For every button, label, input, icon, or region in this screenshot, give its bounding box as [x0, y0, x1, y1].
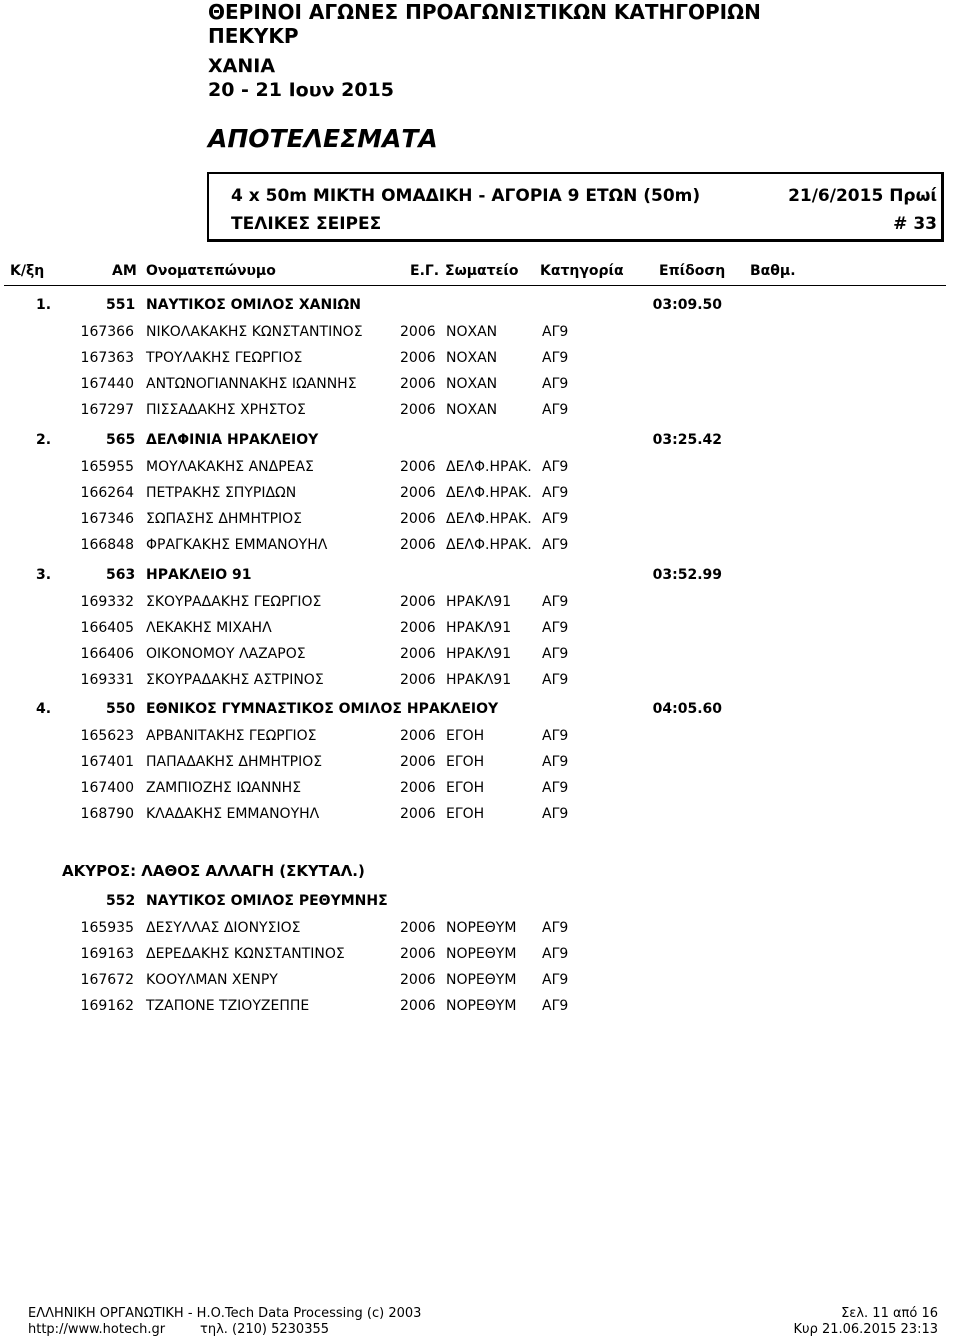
swimmer-am: 167363	[80, 350, 134, 366]
swimmer-name: ΝΙΚΟΛΑΚΑΚΗΣ ΚΩΝΣΤΑΝΤΙΝΟΣ	[146, 324, 363, 340]
swimmer-am: 167346	[80, 511, 134, 527]
footer-page: Σελ. 11 από 16	[841, 1306, 938, 1321]
swimmer-category: ΑΓ9	[542, 998, 569, 1014]
swimmer-club: ΝΟΡΕΘΥΜ	[446, 972, 517, 988]
swimmer-category: ΑΓ9	[542, 511, 569, 527]
team-name: ΔΕΛΦΙΝΙΑ ΗΡΑΚΛΕΙΟΥ	[146, 432, 319, 448]
swimmer-category: ΑΓ9	[542, 646, 569, 662]
swimmer-club: ΔΕΛΦ.ΗΡΑΚ.	[446, 485, 532, 501]
swimmer-year: 2006	[400, 672, 436, 688]
col-points: Βαθμ.	[750, 263, 796, 279]
swimmer-category: ΑΓ9	[542, 946, 569, 962]
meet-title: ΘΕΡΙΝΟΙ ΑΓΩΝΕΣ ΠΡΟΑΓΩΝΙΣΤΙΚΩΝ ΚΑΤΗΓΟΡΙΩΝ	[208, 0, 761, 24]
swimmer-year: 2006	[400, 946, 436, 962]
footer-org: ΕΛΛΗΝΙΚΗ ΟΡΓΑΝΩΤΙΚΗ - Η.Ο.Tech Data Processing (c) 2003	[28, 1306, 422, 1321]
swimmer-name: ΣΚΟΥΡΑΔΑΚΗΣ ΓΕΩΡΓΙΟΣ	[146, 594, 322, 610]
swimmer-year: 2006	[400, 998, 436, 1014]
swimmer-club: ΔΕΛΦ.ΗΡΑΚ.	[446, 459, 532, 475]
swimmer-club: ΝΟΡΕΘΥΜ	[446, 946, 517, 962]
swimmer-name: ΚΟΟΥΛΜΑΝ ΧΕΝΡΥ	[146, 972, 278, 988]
swimmer-am: 165955	[80, 459, 134, 475]
swimmer-name: ΦΡΑΓΚΑΚΗΣ ΕΜΜΑΝΟΥΗΛ	[146, 537, 328, 553]
col-rank: Κ/ξη	[10, 263, 45, 279]
meet-dates: 20 - 21 Ιουν 2015	[208, 79, 395, 101]
swimmer-am: 167440	[80, 376, 134, 392]
team-name: ΗΡΑΚΛΕΙΟ 91	[146, 567, 252, 583]
team-time: 03:09.50	[652, 297, 722, 313]
team-rank: 1.	[36, 297, 52, 313]
team-code: 552	[106, 893, 136, 909]
team-rank: 2.	[36, 432, 52, 448]
swimmer-name: ΣΚΟΥΡΑΔΑΚΗΣ ΑΣΤΡΙΝΟΣ	[146, 672, 324, 688]
swimmer-name: ΑΝΤΩΝΟΓΙΑΝΝΑΚΗΣ ΙΩΑΝΝΗΣ	[146, 376, 357, 392]
swimmer-year: 2006	[400, 646, 436, 662]
swimmer-club: ΕΓΟΗ	[446, 754, 485, 770]
swimmer-am: 167297	[80, 402, 134, 418]
swimmer-year: 2006	[400, 485, 436, 501]
event-name: 4 x 50m ΜΙΚΤΗ ΟΜΑΔΙΚΗ - ΑΓΟΡΙΑ 9 ΕΤΩΝ (50m)	[231, 186, 701, 206]
swimmer-category: ΑΓ9	[542, 402, 569, 418]
swimmer-club: ΕΓΟΗ	[446, 806, 485, 822]
swimmer-year: 2006	[400, 511, 436, 527]
meet-city: ΧΑΝΙΑ	[208, 55, 276, 77]
swimmer-year: 2006	[400, 376, 436, 392]
team-code: 563	[106, 567, 136, 583]
swimmer-club: ΗΡΑΚΛ91	[446, 672, 512, 688]
swimmer-category: ΑΓ9	[542, 324, 569, 340]
team-time: 03:25.42	[652, 432, 722, 448]
team-name: ΕΘΝΙΚΟΣ ΓΥΜΝΑΣΤΙΚΟΣ ΟΜΙΛΟΣ ΗΡΑΚΛΕΙΟΥ	[146, 701, 499, 717]
swimmer-name: ΚΛΑΔΑΚΗΣ ΕΜΜΑΝΟΥΗΛ	[146, 806, 320, 822]
team-name: ΝΑΥΤΙΚΟΣ ΟΜΙΛΟΣ ΧΑΝΙΩΝ	[146, 297, 362, 313]
swimmer-name: ΤΡΟΥΛΑΚΗΣ ΓΕΩΡΓΙΟΣ	[146, 350, 303, 366]
swimmer-am: 167401	[80, 754, 134, 770]
swimmer-name: ΜΟΥΛΑΚΑΚΗΣ ΑΝΔΡΕΑΣ	[146, 459, 314, 475]
swimmer-year: 2006	[400, 920, 436, 936]
swimmer-club: ΕΓΟΗ	[446, 780, 485, 796]
col-year: Ε.Γ.	[410, 263, 440, 279]
footer-printed: Κυρ 21.06.2015 23:13	[793, 1322, 938, 1337]
swimmer-club: ΝΟΧΑΝ	[446, 376, 498, 392]
swimmer-year: 2006	[400, 620, 436, 636]
swimmer-am: 166848	[80, 537, 134, 553]
swimmer-category: ΑΓ9	[542, 754, 569, 770]
swimmer-year: 2006	[400, 780, 436, 796]
swimmer-club: ΝΟΡΕΘΥΜ	[446, 998, 517, 1014]
swimmer-category: ΑΓ9	[542, 620, 569, 636]
swimmer-year: 2006	[400, 594, 436, 610]
swimmer-year: 2006	[400, 350, 436, 366]
swimmer-am: 166405	[80, 620, 134, 636]
swimmer-club: ΔΕΛΦ.ΗΡΑΚ.	[446, 511, 532, 527]
swimmer-category: ΑΓ9	[542, 537, 569, 553]
swimmer-am: 166264	[80, 485, 134, 501]
swimmer-category: ΑΓ9	[542, 672, 569, 688]
swimmer-name: ΠΙΣΣΑΔΑΚΗΣ ΧΡΗΣΤΟΣ	[146, 402, 306, 418]
swimmer-category: ΑΓ9	[542, 972, 569, 988]
swimmer-am: 165935	[80, 920, 134, 936]
swimmer-am: 168790	[80, 806, 134, 822]
swimmer-category: ΑΓ9	[542, 376, 569, 392]
swimmer-club: ΝΟΧΑΝ	[446, 350, 498, 366]
team-name: ΝΑΥΤΙΚΟΣ ΟΜΙΛΟΣ ΡΕΘΥΜΝΗΣ	[146, 893, 388, 909]
col-name: Ονοματεπώνυμο	[146, 263, 276, 279]
team-time: 03:52.99	[652, 567, 722, 583]
swimmer-year: 2006	[400, 324, 436, 340]
swimmer-club: ΔΕΛΦ.ΗΡΑΚ.	[446, 537, 532, 553]
swimmer-am: 167366	[80, 324, 134, 340]
swimmer-category: ΑΓ9	[542, 780, 569, 796]
section-title: ΑΠΟΤΕΛΕΣΜΑΤΑ	[208, 124, 438, 153]
swimmer-name: ΠΕΤΡΑΚΗΣ ΣΠΥΡΙΔΩΝ	[146, 485, 297, 501]
swimmer-club: ΝΟΧΑΝ	[446, 402, 498, 418]
swimmer-name: ΔΕΡΕΔΑΚΗΣ ΚΩΝΣΤΑΝΤΙΝΟΣ	[146, 946, 345, 962]
swimmer-club: ΕΓΟΗ	[446, 728, 485, 744]
swimmer-name: ΖΑΜΠΙΟΖΗΣ ΙΩΑΝΝΗΣ	[146, 780, 302, 796]
team-code: 565	[106, 432, 136, 448]
team-code: 550	[106, 701, 136, 717]
swimmer-year: 2006	[400, 754, 436, 770]
swimmer-category: ΑΓ9	[542, 728, 569, 744]
swimmer-am: 169163	[80, 946, 134, 962]
swimmer-club: ΗΡΑΚΛ91	[446, 594, 512, 610]
swimmer-club: ΝΟΧΑΝ	[446, 324, 498, 340]
col-am: ΑΜ	[112, 263, 137, 279]
swimmer-am: 167672	[80, 972, 134, 988]
event-round: ΤΕΛΙΚΕΣ ΣΕΙΡΕΣ	[231, 214, 382, 234]
swimmer-category: ΑΓ9	[542, 594, 569, 610]
swimmer-name: ΔΕΣΥΛΛΑΣ ΔΙΟΝΥΣΙΟΣ	[146, 920, 301, 936]
disqualified-heading: ΑΚΥΡΟΣ: ΛΑΘΟΣ ΑΛΛΑΓΗ (ΣΚΥΤΑΛ.)	[62, 862, 365, 880]
swimmer-year: 2006	[400, 728, 436, 744]
swimmer-category: ΑΓ9	[542, 350, 569, 366]
team-rank: 3.	[36, 567, 52, 583]
swimmer-club: ΗΡΑΚΛ91	[446, 646, 512, 662]
swimmer-name: ΛΕΚΑΚΗΣ ΜΙΧΑΗΛ	[146, 620, 272, 636]
swimmer-name: ΠΑΠΑΔΑΚΗΣ ΔΗΜΗΤΡΙΟΣ	[146, 754, 323, 770]
event-box	[207, 172, 944, 242]
team-time: 04:05.60	[652, 701, 722, 717]
swimmer-name: ΣΩΠΑΣΗΣ ΔΗΜΗΤΡΙΟΣ	[146, 511, 303, 527]
col-time: Επίδοση	[659, 263, 726, 279]
swimmer-year: 2006	[400, 806, 436, 822]
swimmer-am: 165623	[80, 728, 134, 744]
swimmer-name: ΤΖΑΠΟΝΕ ΤΖΙΟΥΖΕΠΠΕ	[146, 998, 310, 1014]
swimmer-club: ΝΟΡΕΘΥΜ	[446, 920, 517, 936]
swimmer-year: 2006	[400, 459, 436, 475]
swimmer-year: 2006	[400, 972, 436, 988]
swimmer-year: 2006	[400, 402, 436, 418]
swimmer-am: 166406	[80, 646, 134, 662]
meet-organizer: ΠΕΚΥΚΡ	[208, 24, 299, 48]
swimmer-category: ΑΓ9	[542, 459, 569, 475]
swimmer-am: 169332	[80, 594, 134, 610]
swimmer-name: ΟΙΚΟΝΟΜΟΥ ΛΑΖΑΡΟΣ	[146, 646, 306, 662]
team-code: 551	[106, 297, 136, 313]
event-date-session: 21/6/2015 Πρωί	[788, 186, 937, 206]
swimmer-year: 2006	[400, 537, 436, 553]
footer-phone: τηλ. (210) 5230355	[200, 1322, 330, 1337]
swimmer-club: ΗΡΑΚΛ91	[446, 620, 512, 636]
swimmer-category: ΑΓ9	[542, 920, 569, 936]
swimmer-name: ΑΡΒΑΝΙΤΑΚΗΣ ΓΕΩΡΓΙΟΣ	[146, 728, 317, 744]
team-rank: 4.	[36, 701, 52, 717]
col-club: Σωματείο	[445, 263, 519, 279]
header-divider	[4, 285, 946, 286]
swimmer-am: 169331	[80, 672, 134, 688]
swimmer-am: 167400	[80, 780, 134, 796]
footer-url[interactable]: http://www.hotech.gr	[28, 1322, 166, 1337]
col-category: Κατηγορία	[540, 263, 624, 279]
swimmer-category: ΑΓ9	[542, 485, 569, 501]
swimmer-category: ΑΓ9	[542, 806, 569, 822]
swimmer-am: 169162	[80, 998, 134, 1014]
event-number: # 33	[893, 214, 937, 234]
